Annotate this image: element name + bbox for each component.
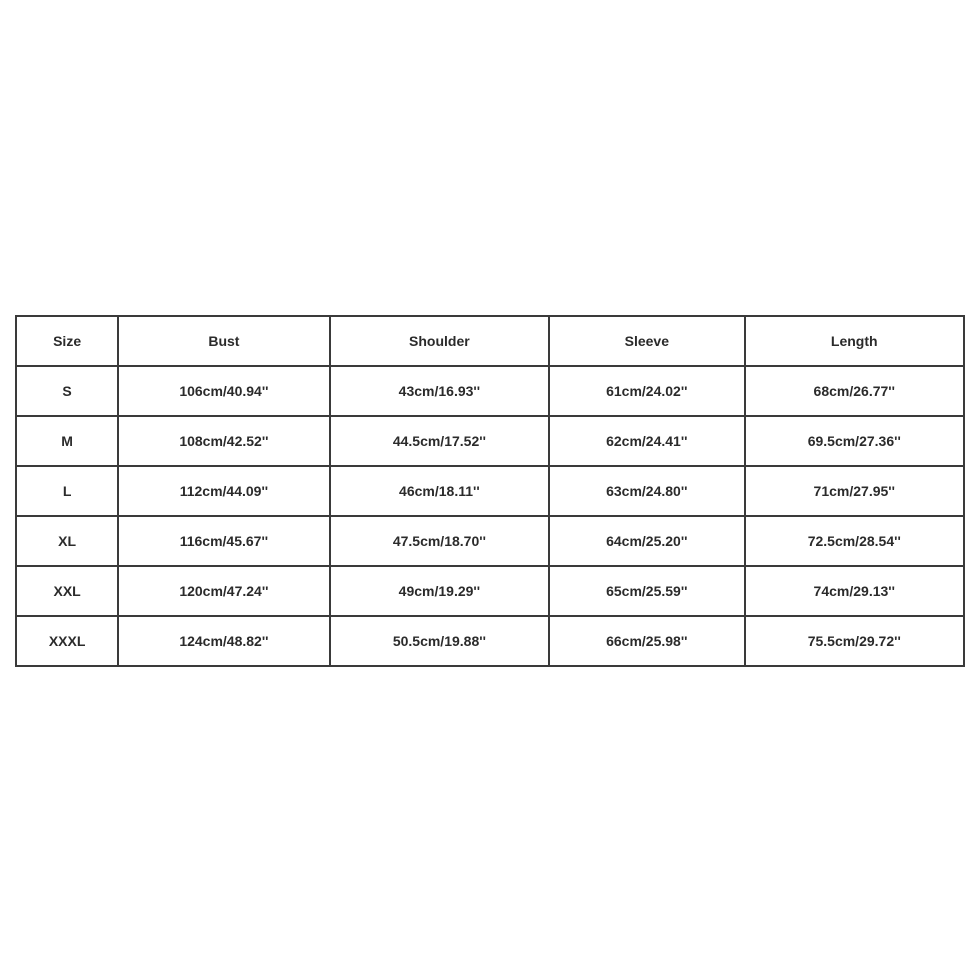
shoulder-cell: 49cm/19.29'' [330, 566, 549, 616]
length-cell: 74cm/29.13'' [745, 566, 965, 616]
shoulder-cell: 50.5cm/19.88'' [330, 616, 549, 666]
table-row [16, 616, 964, 666]
bust-cell: 116cm/45.67'' [118, 516, 329, 566]
table-row [16, 566, 964, 616]
sleeve-cell: 61cm/24.02'' [549, 366, 744, 416]
sleeve-cell: 64cm/25.20'' [549, 516, 744, 566]
length-cell: 68cm/26.77'' [745, 366, 965, 416]
header-row [16, 316, 964, 366]
shoulder-cell: 47.5cm/18.70'' [330, 516, 549, 566]
sleeve-cell: 62cm/24.41'' [549, 416, 744, 466]
shoulder-cell: 46cm/18.11'' [330, 466, 549, 516]
size-cell: XXL [16, 566, 118, 616]
size-chart-table [15, 315, 965, 667]
header-bust: Bust [118, 316, 329, 366]
length-cell: 75.5cm/29.72'' [745, 616, 965, 666]
sleeve-cell: 63cm/24.80'' [549, 466, 744, 516]
table-row [16, 466, 964, 516]
length-cell: 72.5cm/28.54'' [745, 516, 965, 566]
bust-cell: 108cm/42.52'' [118, 416, 329, 466]
sleeve-cell: 66cm/25.98'' [549, 616, 744, 666]
header-shoulder: Shoulder [330, 316, 549, 366]
sleeve-cell: 65cm/25.59'' [549, 566, 744, 616]
bust-cell: 112cm/44.09'' [118, 466, 329, 516]
header-sleeve: Sleeve [549, 316, 744, 366]
table-row [16, 416, 964, 466]
header-length: Length [745, 316, 965, 366]
length-cell: 71cm/27.95'' [745, 466, 965, 516]
size-cell: S [16, 366, 118, 416]
size-cell: XXXL [16, 616, 118, 666]
table-row [16, 366, 964, 416]
bust-cell: 120cm/47.24'' [118, 566, 329, 616]
size-cell: L [16, 466, 118, 516]
bust-cell: 106cm/40.94'' [118, 366, 329, 416]
bust-cell: 124cm/48.82'' [118, 616, 329, 666]
size-cell: XL [16, 516, 118, 566]
shoulder-cell: 44.5cm/17.52'' [330, 416, 549, 466]
shoulder-cell: 43cm/16.93'' [330, 366, 549, 416]
size-cell: M [16, 416, 118, 466]
length-cell: 69.5cm/27.36'' [745, 416, 965, 466]
header-size: Size [16, 316, 118, 366]
table-row [16, 516, 964, 566]
